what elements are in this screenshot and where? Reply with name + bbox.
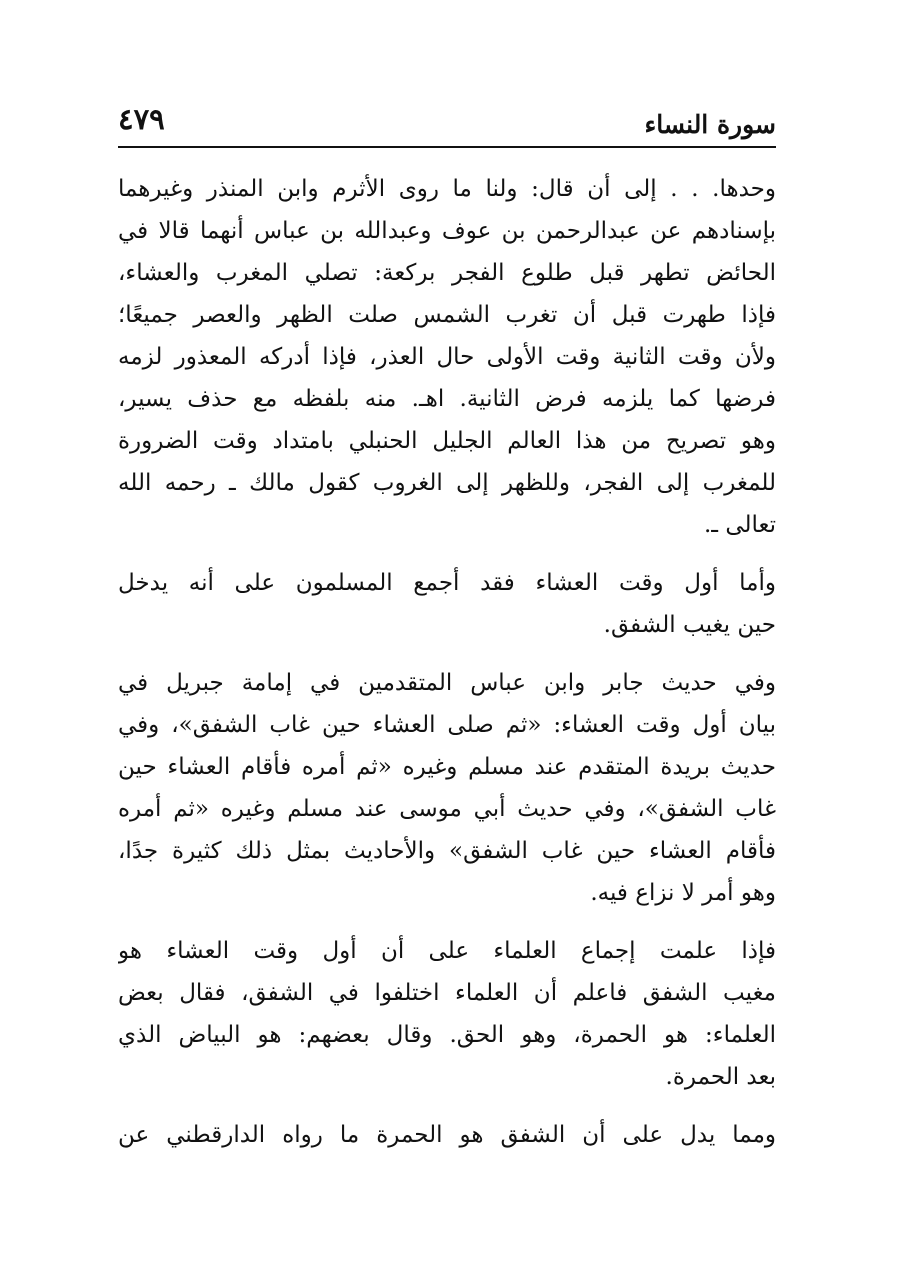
text-line: مغيب الشفق فاعلم أن العلماء اختلفوا في الشفق، فقال بعض [118, 980, 776, 1006]
text-line: غاب الشفق»، وفي حديث أبي موسى عند مسلم وغيره «ثم أمره [118, 796, 776, 822]
page-header [118, 100, 776, 148]
text-line: فإذا علمت إجماع العلماء على أن أول وقت العشاء هو [118, 938, 776, 964]
text-line: تعالى ـ. [703, 512, 776, 538]
text-line: الحائض تطهر قبل طلوع الفجر بركعة: تصلي المغرب والعشاء، [118, 260, 776, 286]
text-line: وأما أول وقت العشاء فقد أجمع المسلمون على أنه يدخل [118, 570, 776, 596]
text-line: حديث بريدة المتقدم عند مسلم وغيره «ثم أمره فأقام العشاء حين [118, 754, 776, 780]
text-line: ومما يدل على أن الشفق هو الحمرة ما رواه الدارقطني عن [118, 1122, 776, 1148]
text-line: للمغرب إلى الفجر، وللظهر إلى الغروب كقول مالك ـ رحمه الله [118, 470, 776, 496]
text-line: بإسنادهم عن عبدالرحمن بن عوف وعبدالله بن عباس أنهما قالا في [118, 218, 776, 244]
text-line: فرضها كما يلزمه فرض الثانية. اهـ. منه بلفظه مع حذف يسير، [118, 386, 776, 412]
text-line: فإذا طهرت قبل أن تغرب الشمس صلت الظهر والعصر جميعًا؛ [118, 302, 776, 328]
text-line: بعد الحمرة. [665, 1064, 776, 1090]
text-line: وفي حديث جابر وابن عباس المتقدمين في إمامة جبريل في [118, 670, 776, 696]
paragraph [118, 930, 776, 1098]
text-line: حين يغيب الشفق. [603, 612, 776, 638]
text-line: وهو أمر لا نزاع فيه. [590, 880, 776, 906]
paragraph [118, 1114, 776, 1156]
text-line: فأقام العشاء حين غاب الشفق» والأحاديث بمثل ذلك كثيرة جدًا، [118, 838, 776, 864]
page-number: ٤٧٩ [118, 102, 165, 136]
paragraph [118, 562, 776, 646]
text-line: ولأن وقت الثانية وقت الأولى حال العذر، فإذا أدركه المعذور لزمه [118, 344, 776, 370]
paragraph [118, 168, 776, 546]
text-line: العلماء: هو الحمرة، وهو الحق. وقال بعضهم: هو البياض الذي [118, 1022, 776, 1048]
body-text [118, 168, 776, 1156]
text-line: بيان أول وقت العشاء: «ثم صلى العشاء حين غاب الشفق»، وفي [118, 712, 776, 738]
paragraph [118, 662, 776, 914]
text-line: وحدها. . . إلى أن قال: ولنا ما روى الأثرم وابن المنذر وغيرهما [118, 176, 776, 202]
text-line: وهو تصريح من هذا العالم الجليل الحنبلي بامتداد وقت الضرورة [118, 428, 776, 454]
surah-title: سورة النساء [644, 110, 776, 139]
